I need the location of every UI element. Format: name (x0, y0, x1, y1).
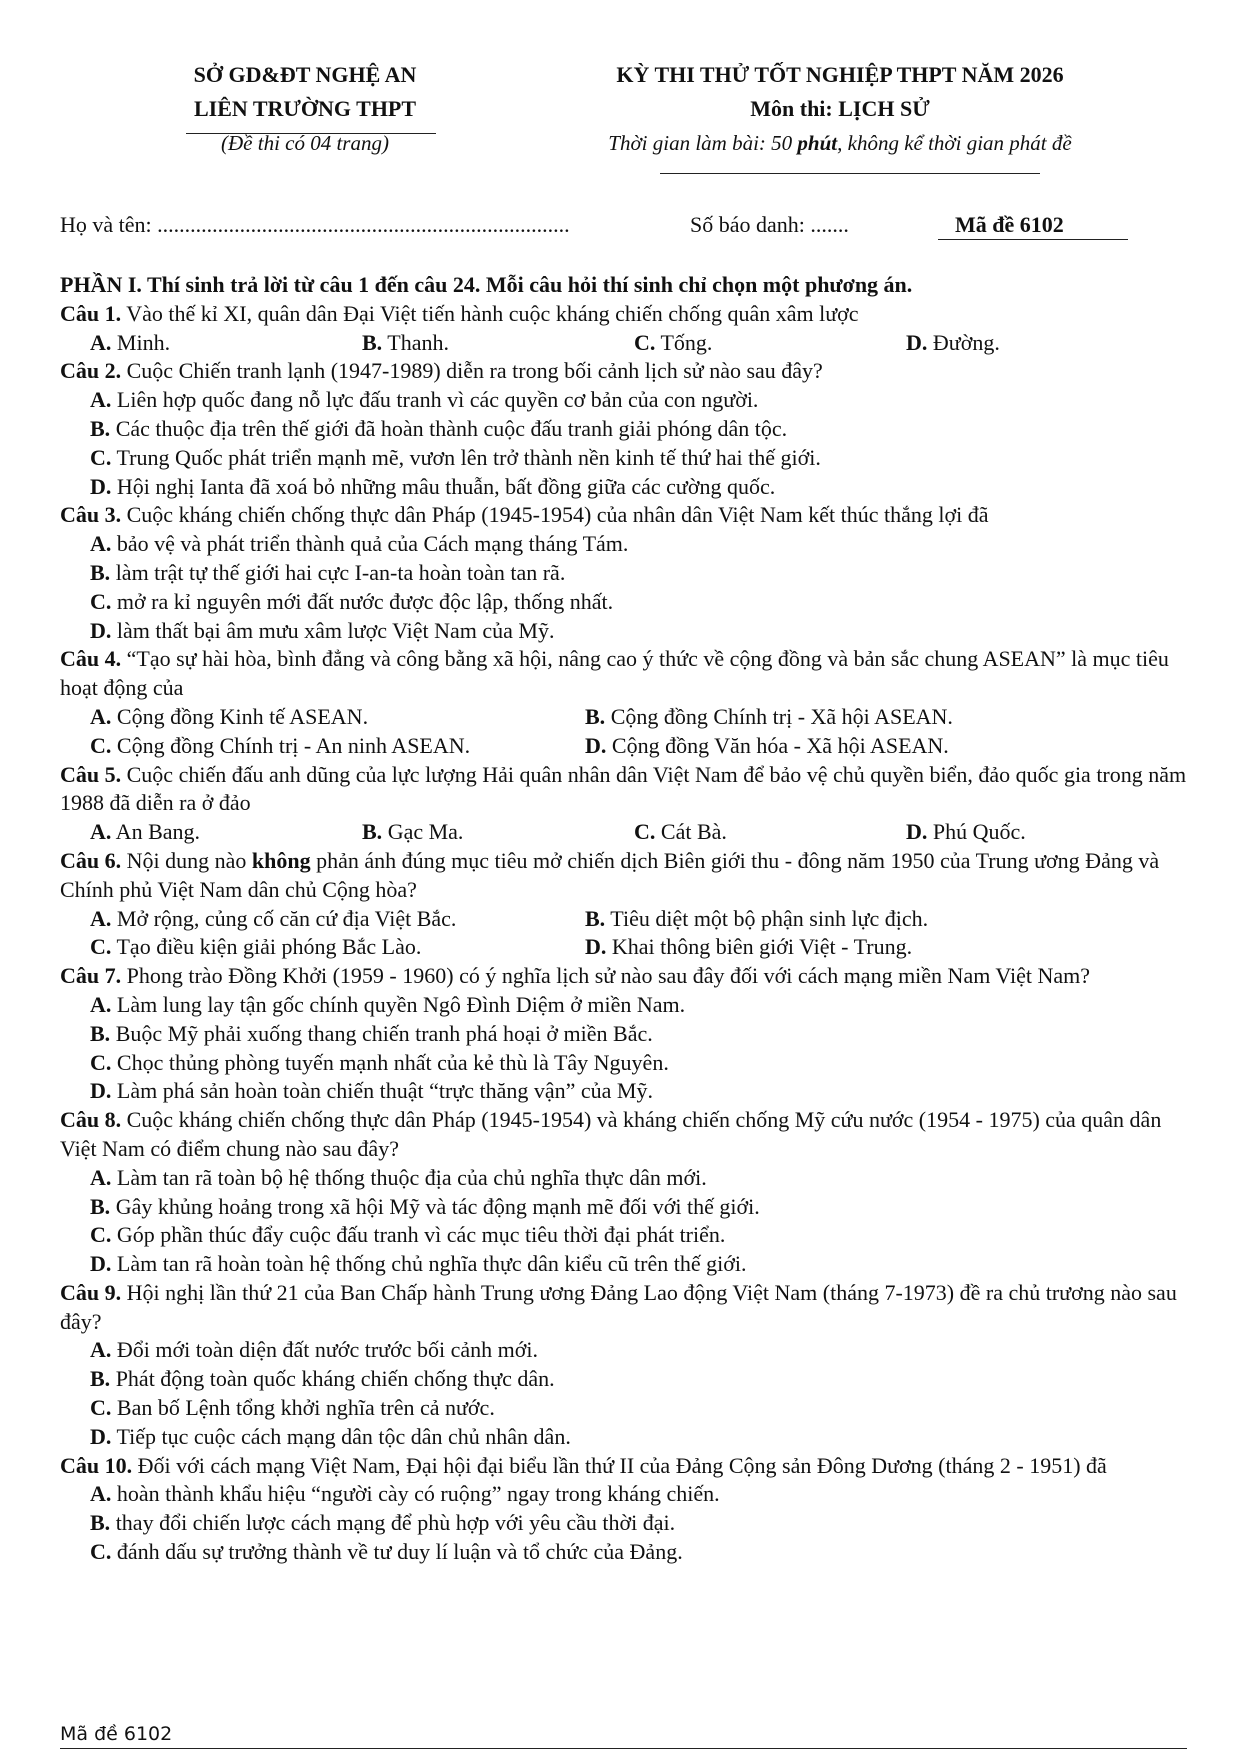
question-7 (60, 962, 1190, 1106)
option-a: A. Làm lung lay tận gốc chính quyền Ngô Đình Diệm ở miền Nam. (90, 991, 686, 1017)
option-a: A. hoàn thành khẩu hiệu “người cày có ruộng” ngay trong kháng chiến. (90, 1481, 720, 1507)
option-c: C. Trung Quốc phát triển mạnh mẽ, vươn lên trở thành nền kinh tế thứ hai thế giới. (90, 444, 821, 470)
question-stem: Câu 1. Vào thế kỉ XI, quân dân Đại Việt tiến hành cuộc kháng chiến chống quân xâm lược (60, 300, 859, 326)
school-name: LIÊN TRƯỜNG THPT (193, 96, 417, 121)
pages-note: (Đề thi có 04 trang) (221, 131, 389, 155)
option-a: A. Làm tan rã toàn bộ hệ thống thuộc địa của chủ nghĩa thực dân mới. (90, 1164, 707, 1190)
option-a: A. Mở rộng, củng cố căn cứ địa Việt Bắc. (90, 905, 457, 931)
option-a: A. An Bang. (90, 819, 201, 845)
option-c: C. Tạo điều kiện giải phóng Bắc Lào. (90, 934, 422, 960)
option-d: D. Phú Quốc. (906, 819, 1026, 845)
department-name: SỞ GD&ĐT NGHỆ AN (193, 62, 417, 87)
options-row (60, 933, 1190, 962)
option-a: A. Liên hợp quốc đang nỗ lực đấu tranh vì các quyền cơ bản của con người. (90, 387, 759, 413)
question-6 (60, 847, 1190, 962)
options-row (60, 905, 1190, 934)
option-b: B. Tiêu diệt một bộ phận sinh lực địch. (585, 905, 929, 931)
student-info-row (60, 210, 1130, 240)
question-stem: Câu 10. Đối với cách mạng Việt Nam, Đại hội đại biểu lần thứ II của Đảng Cộng sản Đông Dương (tháng 2 - 1951) đã (60, 1452, 1107, 1478)
part-1-title: PHẦN I. Thí sinh trả lời từ câu 1 đến câu 24. Mỗi câu hỏi thí sinh chỉ chọn một phương án. (60, 272, 913, 297)
option-b: B. Các thuộc địa trên thế giới đã hoàn thành cuộc đấu tranh giải phóng dân tộc. (90, 415, 788, 441)
option-a: A. bảo vệ và phát triển thành quả của Cách mạng tháng Tám. (90, 531, 629, 557)
options-row (60, 818, 1190, 847)
question-stem: Câu 2. Cuộc Chiến tranh lạnh (1947-1989) diễn ra trong bối cảnh lịch sử nào sau đây? (60, 358, 823, 384)
option-d: D. Đường. (906, 329, 1000, 355)
option-c: C. Góp phần thúc đẩy cuộc đấu tranh vì các mục tiêu thời đại phát triển. (90, 1222, 726, 1248)
exam-title: KỲ THI THỬ TỐT NGHIỆP THPT NĂM 2026 (616, 62, 1064, 87)
question-stem: Câu 4. “Tạo sự hài hòa, bình đẳng và công bằng xã hội, nâng cao ý thức về cộng đồng và bản sắc chung ASEAN” là mục tiêu hoạt động của (60, 646, 1169, 701)
option-d: D. Làm tan rã hoàn toàn hệ thống chủ nghĩa thực dân kiểu cũ trên thế giới. (90, 1251, 747, 1277)
option-a: A. Cộng đồng Kinh tế ASEAN. (90, 703, 369, 729)
footer-exam-code: Mã đề 6102 (60, 1723, 173, 1745)
option-d: D. làm thất bại âm mưu xâm lược Việt Nam của Mỹ. (90, 617, 555, 643)
option-c: C. Ban bố Lệnh tổng khởi nghĩa trên cả nước. (90, 1395, 495, 1421)
question-5 (60, 761, 1190, 847)
question-stem: Câu 8. Cuộc kháng chiến chống thực dân Pháp (1945-1954) và kháng chiến chống Mỹ cứu nước (1954 - 1975) của quân dân Việt Nam có điểm chung nào sau đây? (60, 1107, 1162, 1161)
question-1 (60, 300, 1190, 358)
option-c: C. Cát Bà. (634, 819, 727, 845)
option-d: D. Làm phá sản hoàn toàn chiến thuật “trực thăng vận” của Mỹ. (90, 1078, 653, 1104)
options-row (60, 329, 1190, 358)
option-d: D. Cộng đồng Văn hóa - Xã hội ASEAN. (585, 732, 949, 758)
question-10 (60, 1452, 1190, 1567)
option-b: B. Phát động toàn quốc kháng chiến chống thực dân. (90, 1366, 555, 1392)
option-b: B. Cộng đồng Chính trị - Xã hội ASEAN. (585, 703, 953, 729)
option-c: C. Cộng đồng Chính trị - An ninh ASEAN. (90, 732, 471, 758)
time-underline (660, 173, 1040, 174)
question-stem: Câu 6. Nội dung nào không phản ánh đúng mục tiêu mở chiến dịch Biên giới thu - đông năm 1950 của Trung ương Đảng và Chính phủ Việt Nam dân chủ Cộng hòa? (60, 847, 1160, 902)
option-b: B. làm trật tự thế giới hai cực I-an-ta hoàn toàn tan rã. (90, 559, 566, 585)
question-3 (60, 501, 1190, 645)
option-c: C. đánh dấu sự trưởng thành về tư duy lí luận và tổ chức của Đảng. (90, 1539, 683, 1565)
student-name-field: Họ và tên: ........................................................................... (60, 212, 570, 237)
options-row (60, 732, 1190, 761)
question-4 (60, 645, 1190, 760)
option-b: B. thay đổi chiến lược cách mạng để phù hợp với yêu cầu thời đại. (90, 1510, 676, 1536)
options-row (60, 703, 1190, 732)
question-2 (60, 357, 1190, 501)
subject-title: Môn thi: LỊCH SỬ (750, 96, 930, 121)
option-c: C. mở ra kỉ nguyên mới đất nước được độc lập, thống nhất. (90, 588, 614, 614)
question-stem: Câu 3. Cuộc kháng chiến chống thực dân Pháp (1945-1954) của nhân dân Việt Nam kết thúc thắng lợi đã (60, 502, 989, 528)
option-a: A. Minh. (90, 329, 171, 355)
student-id-field: Số báo danh: ....... (690, 212, 849, 237)
question-9 (60, 1279, 1190, 1452)
option-c: C. Chọc thủng phòng tuyến mạnh nhất của kẻ thù là Tây Nguyên. (90, 1049, 669, 1075)
question-stem: Câu 5. Cuộc chiến đấu anh dũng của lực lượng Hải quân nhân dân Việt Nam để bảo vệ chủ quyền biển, đảo quốc gia trong năm 1988 đã diễn ra ở đảo (60, 761, 1187, 816)
question-stem: Câu 9. Hội nghị lần thứ 21 của Ban Chấp hành Trung ương Đảng Lao động Việt Nam (tháng 7-1973) đề ra chủ trương nào sau đây? (60, 1279, 1177, 1334)
exam-code: Mã đề 6102 (955, 212, 1064, 237)
question-stem: Câu 7. Phong trào Đồng Khởi (1959 - 1960) có ý nghĩa lịch sử nào sau đây đối với cách mạng miền Nam Việt Nam? (60, 963, 1091, 989)
option-d: D. Khai thông biên giới Việt - Trung. (585, 934, 913, 960)
header-right (540, 58, 1140, 160)
option-b: B. Gạc Ma. (362, 819, 464, 845)
footer-rule (60, 1748, 1187, 1749)
option-d: D. Hội nghị Ianta đã xoá bỏ những mâu thuẫn, bất đồng giữa các cường quốc. (90, 473, 776, 499)
header-left (140, 58, 470, 160)
time-note: Thời gian làm bài: 50 phút, không kể thời gian phát đề (608, 131, 1072, 155)
question-8 (60, 1106, 1190, 1279)
exam-code-underline (938, 239, 1128, 240)
option-d: D. Tiếp tục cuộc cách mạng dân tộc dân chủ nhân dân. (90, 1423, 571, 1449)
school-underline (186, 133, 436, 134)
option-a: A. Đổi mới toàn diện đất nước trước bối cảnh mới. (90, 1337, 538, 1363)
option-c: C. Tống. (634, 329, 713, 355)
option-b: B. Thanh. (362, 329, 449, 355)
option-b: B. Gây khủng hoảng trong xã hội Mỹ và tác động mạnh mẽ đối với thế giới. (90, 1193, 760, 1219)
option-b: B. Buộc Mỹ phải xuống thang chiến tranh phá hoại ở miền Bắc. (90, 1020, 653, 1046)
question-list (60, 271, 1190, 1567)
